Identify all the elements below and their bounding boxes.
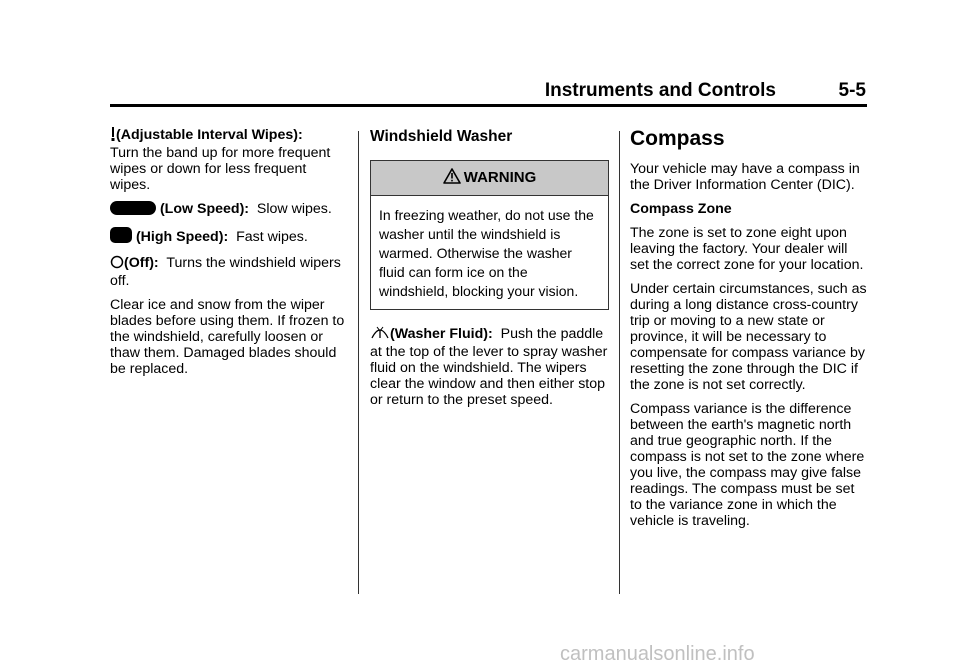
compass-zone-heading: Compass Zone bbox=[630, 201, 732, 217]
compass-heading: Compass bbox=[630, 127, 725, 150]
washer-fluid-label: (Washer Fluid): bbox=[390, 326, 493, 342]
page-number: 5-5 bbox=[838, 80, 866, 101]
off-label: (Off): bbox=[124, 255, 159, 271]
compass-variance-text: Compass variance is the difference between the earth's magnetic north and true geographic north. If the compass is not set to the zone where you live, the compass may give false readings. The compass must be set to the variance zone in which the vehicle is traveling. bbox=[630, 401, 865, 529]
column-divider bbox=[358, 131, 359, 594]
warning-header bbox=[371, 161, 608, 196]
column-1 bbox=[110, 127, 350, 385]
washer-fluid-icon bbox=[370, 324, 390, 344]
column-2 bbox=[370, 127, 610, 416]
warning-box bbox=[370, 160, 609, 310]
off-paragraph bbox=[110, 255, 350, 289]
clear-ice-paragraph: Clear ice and snow from the wiper blades before using them. If frozen to the windshield, carefully loosen or thaw them. Damaged blades should be replaced. bbox=[110, 297, 345, 377]
page-header bbox=[110, 80, 866, 106]
high-speed-text: Fast wipes. bbox=[236, 229, 308, 245]
compass-circumstances-text: Under certain circumstances, such as during a long distance cross-country trip or moving to a new state or province, it will be necessary to compensate for compass variance by resetting the zone through the DIC if the zone is not set correctly. bbox=[630, 281, 867, 393]
interval-wipes-text: Turn the band up for more frequent wipes or down for less frequent wipes. bbox=[110, 145, 331, 193]
high-speed-icon bbox=[110, 227, 132, 247]
high-speed-label: (High Speed): bbox=[135, 229, 229, 245]
compass-zone-text: The zone is set to zone eight upon leaving the factory. Your dealer will set the correct zone for your location. bbox=[630, 225, 864, 273]
washer-fluid-paragraph bbox=[370, 324, 610, 408]
header-rule bbox=[110, 104, 867, 107]
warning-triangle-icon bbox=[443, 168, 461, 188]
compass-intro: Your vehicle may have a compass in the Driver Information Center (DIC). bbox=[630, 161, 860, 193]
washer-fluid-text: Push the paddle at the top of the lever to spray washer fluid on the windshield. The wipers clear the window and then either stop or return to the preset speed. bbox=[370, 326, 608, 408]
high-speed-paragraph bbox=[110, 227, 350, 247]
watermark-text: carmanualsonline.info bbox=[560, 643, 755, 665]
section-title: Instruments and Controls bbox=[544, 80, 776, 101]
column-divider bbox=[619, 131, 620, 594]
low-speed-label: (Low Speed): bbox=[159, 201, 250, 217]
low-speed-icon bbox=[110, 201, 156, 219]
warning-title: WARNING bbox=[463, 169, 537, 186]
low-speed-paragraph bbox=[110, 201, 350, 219]
windshield-washer-heading: Windshield Washer bbox=[370, 128, 513, 145]
interval-wipes-paragraph bbox=[110, 127, 350, 193]
warning-text: In freezing weather, do not use the washer until the windshield is warmed. Otherwise the washer fluid can form ice on the windshield, blocking your vision. bbox=[379, 207, 594, 299]
off-text: Turns the windshield wipers off. bbox=[110, 255, 341, 289]
interval-wipes-label: (Adjustable Interval Wipes): bbox=[116, 127, 303, 143]
column-3 bbox=[630, 127, 870, 537]
low-speed-text: Slow wipes. bbox=[256, 201, 332, 217]
off-icon bbox=[110, 255, 124, 273]
